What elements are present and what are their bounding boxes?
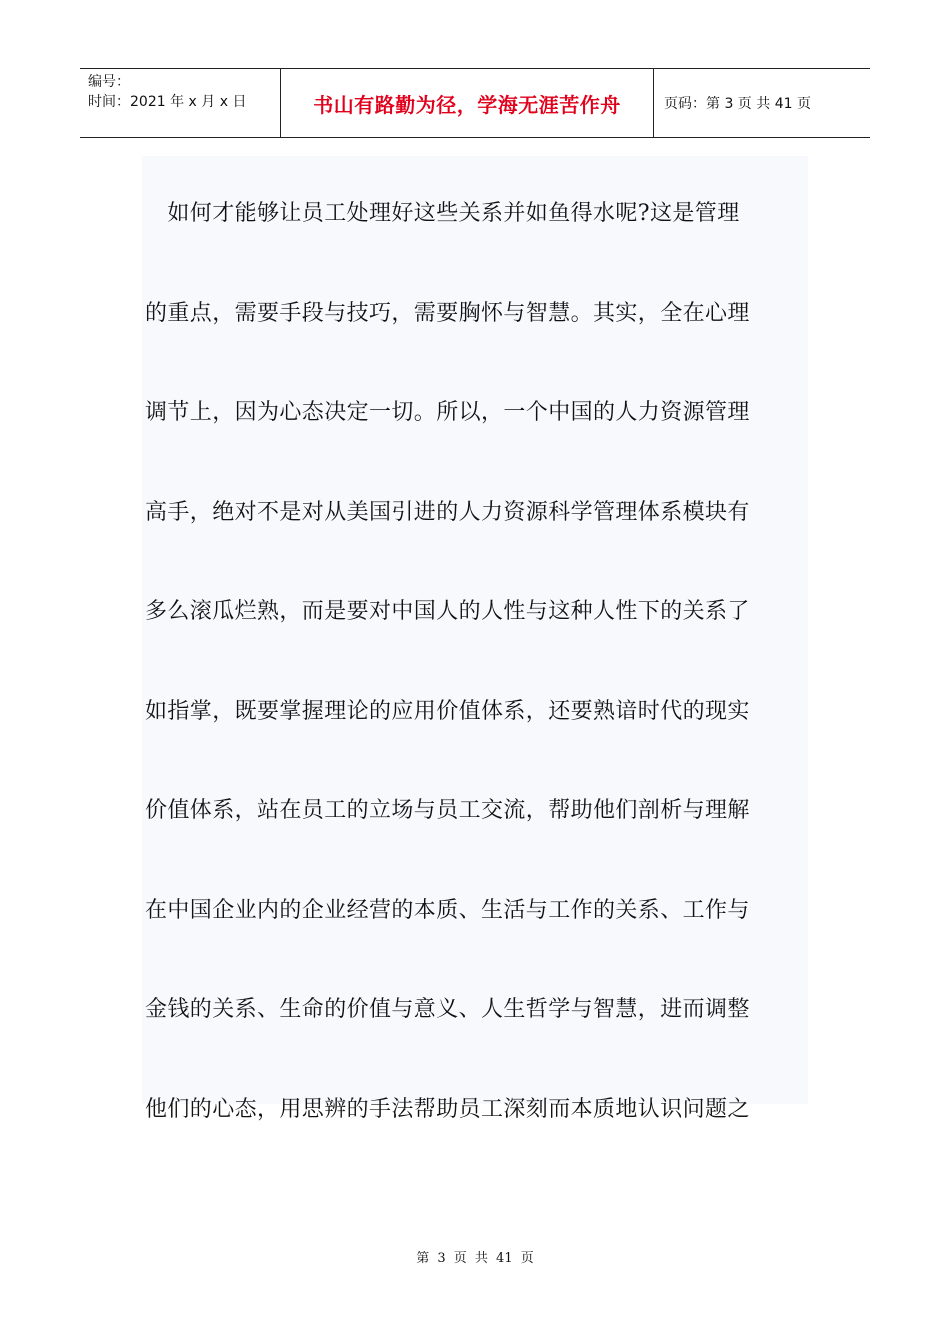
number-label: 编号： (88, 74, 130, 90)
header-motto-cell (281, 69, 654, 137)
body-line: 的重点，需要手段与技巧，需要胸怀与智慧。其实，全在心理 (145, 300, 750, 326)
body-line: 价值体系，站在员工的立场与员工交流，帮助他们剖析与理解 (145, 798, 750, 823)
body-paragraph (145, 164, 805, 1159)
body-line: 如指掌，既要掌握理论的应用价值体系，还要熟谙时代的现实 (145, 698, 750, 724)
page-header (80, 68, 870, 138)
page-info: 页码：第 3 页 共 41 页 (664, 96, 811, 112)
motto-text: 书山有路勤为径，学海无涯苦作舟 (313, 92, 621, 117)
body-line: 多么滚瓜烂熟，而是要对中国人的人性与这种人性下的关系了 (145, 599, 750, 624)
header-meta-cell (80, 69, 281, 137)
page-footer (0, 1247, 950, 1266)
body-line: 金钱的关系、生命的价值与意义、人生哲学与智慧，进而调整 (145, 997, 750, 1022)
body-line: 高手，绝对不是对从美国引进的人力资源科学管理体系模块有 (145, 499, 750, 525)
body-line: 在中国企业内的企业经营的本质、生活与工作的关系、工作与 (145, 897, 750, 923)
body-line: 调节上，因为心态决定一切。所以，一个中国的人力资源管理 (145, 400, 750, 425)
footer-page-number: 第 3 页 共 41 页 (416, 1251, 534, 1266)
time-label: 时间：2021 年 x 月 x 日 (88, 94, 247, 110)
header-page-cell (654, 69, 870, 137)
body-line: 如何才能够让员工处理好这些关系并如鱼得水呢?这是管理 (145, 201, 740, 226)
body-line: 他们的心态，用思辨的手法帮助员工深刻而本质地认识问题之 (145, 1096, 750, 1122)
